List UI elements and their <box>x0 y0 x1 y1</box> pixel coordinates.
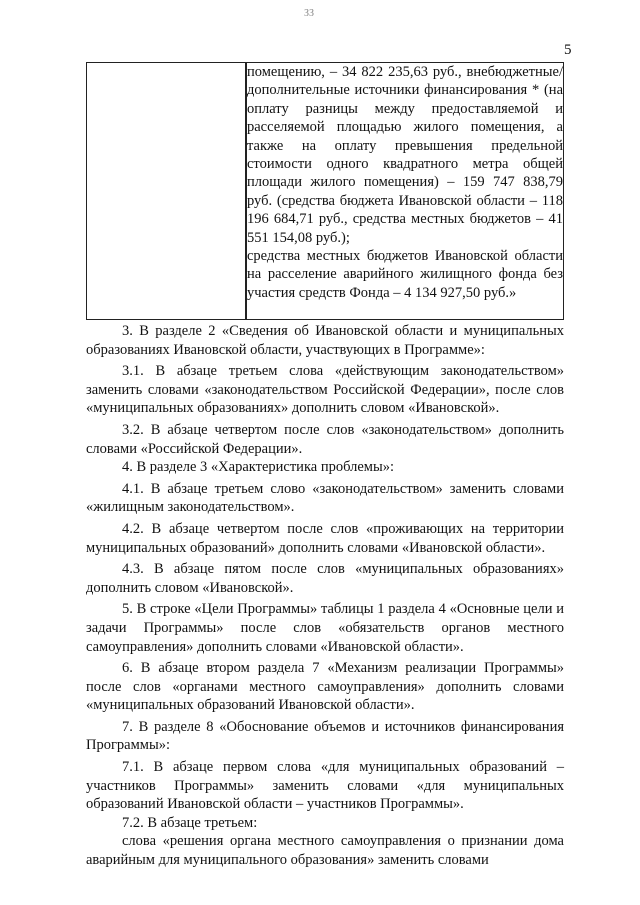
paragraph: 7.2. В абзаце третьем: <box>122 814 258 831</box>
table-cell-paragraph: помещению, – 34 822 235,63 руб., внебюджетные/дополнительные источники финансирования * (на оплату разницы между предоставляемой и расселяемой площадью жилого помещения, а также на оплату превышения предельной стоимости одного квадратного метра общей площади жилого помещения) – 159 747 838,79 руб. (средства бюджета Ивановской области – 118 196 684,71 руб., средства местных бюджетов – 41 551 154,08 руб.); <box>247 64 563 246</box>
page-number: 5 <box>564 42 572 58</box>
paragraph: слова «решения органа местного самоуправления о признании дома аварийным для муниципального образования» заменить словами <box>86 833 564 869</box>
paragraph: 4. В разделе 3 «Характеристика проблемы»: <box>122 459 394 476</box>
paragraph: 7. В разделе 8 «Обоснование объемов и источников финансирования Программы»: <box>86 718 564 754</box>
continuation-table <box>86 62 564 320</box>
paragraph: 3.1. В абзаце третьем слова «действующим законодательством» заменить словами «законодательством Российской Федерации», после слов «муниципальных образованиях» дополнить словом «Ивановской». <box>86 363 564 417</box>
paragraph: 5. В строке «Цели Программы» таблицы 1 раздела 4 «Основные цели и задачи Программы» после слов «обязательств органов местного самоуправления» дополнить словами «Ивановской области». <box>86 601 564 655</box>
paragraph: 4.2. В абзаце четвертом после слов «проживающих на территории муниципальных образований» дополнить словами «Ивановской области». <box>86 520 564 556</box>
table-cell-funding <box>247 63 564 320</box>
paragraph: 7.1. В абзаце первом слова «для муниципальных образований – участников Программы» заменить словами «для муниципальных образований Ивановской области – участников Программы». <box>86 759 564 813</box>
paragraph: 3.2. В абзаце четвертом после слов «законодательством» дополнить словами «Российской Федерации». <box>86 421 564 457</box>
top-mark: ЗЗ <box>304 8 315 19</box>
table-row <box>87 63 564 320</box>
table-cell-empty <box>87 63 246 320</box>
paragraph: 4.1. В абзаце третьем слово «законодательством» заменить словами «жилищным законодательством». <box>86 480 564 516</box>
paragraph: 4.3. В абзаце пятом после слов «муниципальных образованиях» дополнить словом «Ивановской». <box>86 561 564 596</box>
paragraph: 6. В абзаце втором раздела 7 «Механизм реализации Программы» после слов «органами местного самоуправления» дополнить словами «муниципальных образований Ивановской области». <box>86 660 564 714</box>
document-body <box>86 322 564 870</box>
table-cell-paragraph: средства местных бюджетов Ивановской области на расселение аварийного жилищного фонда без участия средств Фонда – 4 134 927,50 руб.» <box>247 248 563 301</box>
paragraph: 3. В разделе 2 «Сведения об Ивановской области и муниципальных образованиях Ивановской области, участвующих в Программе»: <box>86 323 564 358</box>
